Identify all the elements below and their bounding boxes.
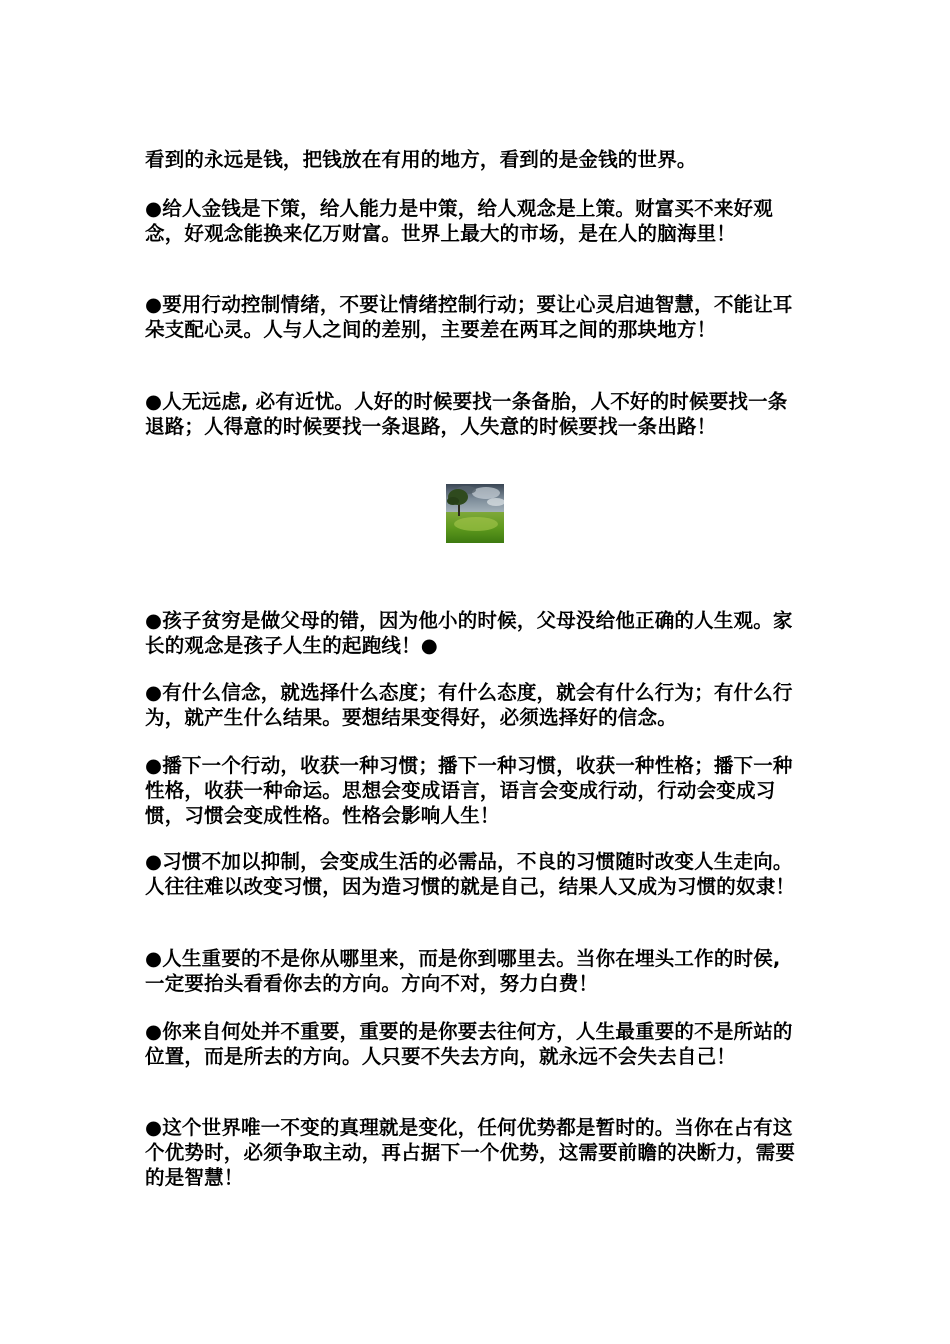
paragraph-2: ●给人金钱是下策，给人能力是中策，给人观念是上策。财富买不来好观念，好观念能换来亿万财富。世界上最大的市场，是在人的脑海里！ bbox=[145, 197, 773, 245]
paragraph-8: ●习惯不加以抑制，会变成生活的必需品，不良的习惯随时改变人生走向。人往往难以改变习惯，因为造习惯的就是自己，结果人又成为习惯的奴隶！ bbox=[145, 850, 796, 898]
paragraph-10: ●你来自何处并不重要，重要的是你要去往何方，人生最重要的不是所站的位置，而是所去的方向。人只要不失去方向，就永远不会失去自己！ bbox=[145, 1020, 793, 1068]
paragraph-11: ●这个世界唯一不变的真理就是变化，任何优势都是暂时的。当你在占有这个优势时，必须争取主动，再占据下一个优势，这需要前瞻的决断力，需要的是智慧！ bbox=[145, 1116, 796, 1189]
paragraph-1: 看到的永远是钱，把钱放在有用的地方，看到的是金钱的世界。 bbox=[145, 148, 697, 171]
paragraph-6: ●有什么信念，就选择什么态度；有什么态度，就会有什么行为；有什么行为，就产生什么结果。要想结果变得好，必须选择好的信念。 bbox=[145, 681, 793, 729]
landscape-tree-photo bbox=[446, 484, 504, 543]
paragraph-5: ●孩子贫穷是做父母的错，因为他小的时候，父母没给他正确的人生观。家长的观念是孩子人生的起跑线！● bbox=[145, 609, 793, 657]
paragraph-9: ●人生重要的不是你从哪里来，而是你到哪里去。当你在埋头工作的时侯, 一定要抬头看看你去的方向。方向不对，努力白费！ bbox=[145, 947, 781, 995]
paragraph-4: ●人无远虑, 必有近忧。人好的时候要找一条备胎，人不好的时候要找一条退路；人得意的时候要找一条退路，人失意的时候要找一条出路！ bbox=[145, 390, 788, 438]
paragraph-3: ●要用行动控制情绪，不要让情绪控制行动；要让心灵启迪智慧，不能让耳朵支配心灵。人与人之间的差别，主要差在两耳之间的那块地方！ bbox=[145, 293, 793, 341]
paragraph-7: ●播下一个行动，收获一种习惯；播下一种习惯，收获一种性格；播下一种性格，收获一种命运。思想会变成语言，语言会变成行动，行动会变成习惯，习惯会变成性格。性格会影响人生！ bbox=[145, 754, 793, 827]
